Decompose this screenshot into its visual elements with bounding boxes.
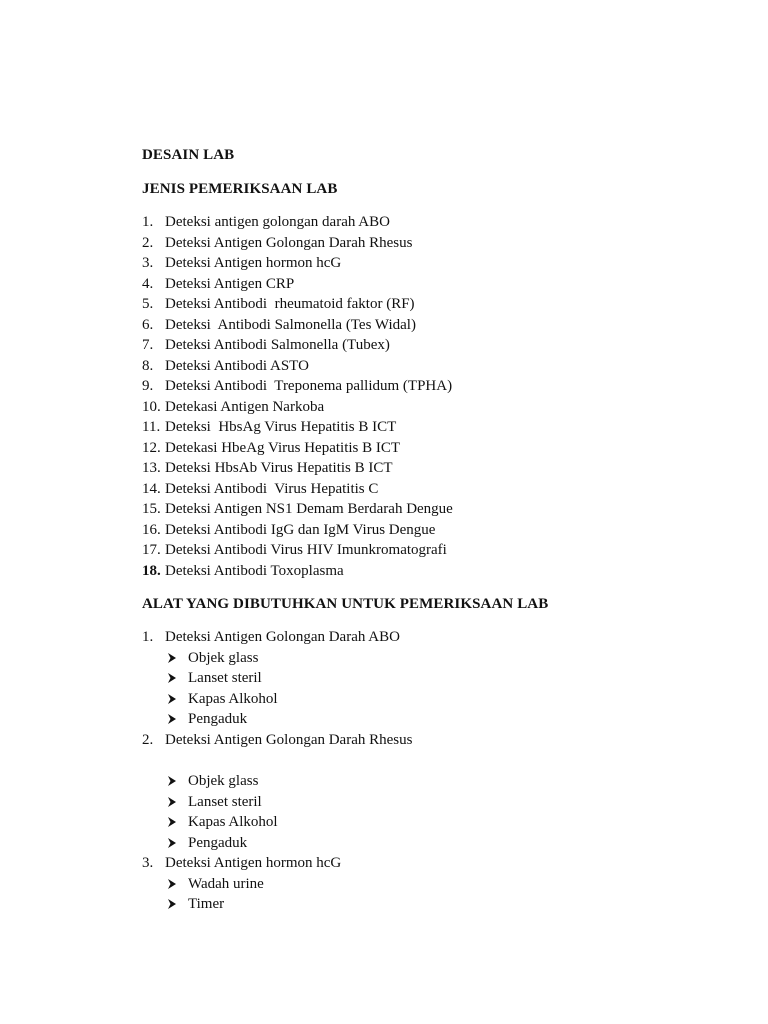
tool-text: Kapas Alkohol — [188, 690, 278, 707]
arrow-bullet-icon — [167, 648, 177, 669]
item-number: 2. — [142, 731, 154, 748]
section-heading-jenis-pemeriksaan: JENIS PEMERIKSAAN LAB — [142, 181, 338, 197]
item-text: Deteksi Antibodi IgG dan IgM Virus Dengue — [165, 521, 436, 538]
item-number: 17. — [142, 542, 161, 558]
item-text: Deteksi antigen golongan darah ABO — [165, 214, 390, 230]
item-text: Deteksi Antibodi Salmonella (Tubex) — [165, 337, 390, 353]
item-text: Deteksi Antibodi Salmonella (Tes Widal) — [165, 316, 416, 333]
item-text: Deteksi Antigen hormon hcG — [165, 855, 342, 871]
item-text: Deteksi HbsAg Virus Hepatitis B ICT — [165, 419, 397, 435]
item-number: 1. — [142, 214, 154, 230]
item-number: 4. — [142, 275, 154, 292]
item-number: 14. — [142, 480, 161, 497]
tool-text: Pengaduk — [188, 834, 248, 851]
item-number: 8. — [142, 357, 154, 374]
tool-text: Wadah urine — [188, 875, 264, 892]
item-text: Deteksi Antigen CRP — [165, 275, 295, 292]
arrow-bullet-icon — [167, 668, 177, 689]
item-number: 15. — [142, 501, 161, 517]
arrow-bullet-icon — [167, 792, 177, 813]
item-text: Deteksi Antigen NS1 Demam Berdarah Dengue — [165, 501, 453, 517]
item-text: Deteksi Antibodi ASTO — [165, 357, 309, 374]
item-number: 3. — [142, 855, 154, 871]
item-number: 1. — [142, 629, 154, 645]
item-number: 9. — [142, 378, 154, 394]
item-text: Deteksi Antigen Golongan Darah Rhesus — [165, 731, 413, 748]
arrow-bullet-icon — [167, 894, 177, 915]
item-text: Deteksi Antibodi Virus HIV Imunkromatografi — [165, 542, 447, 558]
item-number: 12. — [142, 439, 161, 456]
tool-text: Lanset steril — [188, 793, 262, 810]
item-text: Deteksi Antibodi Treponema pallidum (TPHA) — [165, 378, 453, 394]
item-number: 7. — [142, 337, 154, 353]
arrow-bullet-icon — [167, 771, 177, 792]
item-text: Deteksi HbsAb Virus Hepatitis B ICT — [165, 460, 393, 476]
item-text: Deteksi Antibodi Virus Hepatitis C — [165, 480, 379, 497]
item-text: Deteksi Antibodi Toxoplasma — [165, 562, 344, 579]
item-text: Detekasi HbeAg Virus Hepatitis B ICT — [165, 439, 401, 456]
item-text: Deteksi Antigen Golongan Darah Rhesus — [165, 234, 413, 251]
item-number: 18. — [142, 562, 161, 579]
item-number: 13. — [142, 460, 161, 476]
arrow-bullet-icon — [167, 709, 177, 730]
item-number: 16. — [142, 521, 161, 538]
arrow-bullet-icon — [167, 812, 177, 833]
tool-text: Kapas Alkohol — [188, 814, 278, 830]
arrow-bullet-icon — [167, 833, 177, 854]
item-number: 10. — [142, 398, 161, 415]
tool-text: Objek glass — [188, 773, 259, 789]
document-title: DESAIN LAB — [142, 147, 235, 163]
item-text: Detekasi Antigen Narkoba — [165, 398, 325, 415]
item-number: 2. — [142, 234, 154, 251]
section-heading-alat: ALAT YANG DIBUTUHKAN UNTUK PEMERIKSAAN LAB — [142, 596, 549, 612]
item-number: 3. — [142, 255, 154, 271]
tool-text: Lanset steril — [188, 670, 262, 686]
item-number: 5. — [142, 296, 154, 312]
item-text: Deteksi Antibodi rheumatoid faktor (RF) — [165, 296, 415, 312]
item-number: 6. — [142, 316, 154, 333]
arrow-bullet-icon — [167, 689, 177, 710]
tool-text: Timer — [188, 896, 225, 912]
item-number: 11. — [142, 419, 161, 435]
tool-text: Pengaduk — [188, 711, 248, 727]
item-text: Deteksi Antigen Golongan Darah ABO — [165, 629, 400, 645]
item-text: Deteksi Antigen hormon hcG — [165, 255, 342, 271]
arrow-bullet-icon — [167, 874, 177, 895]
tool-text: Objek glass — [188, 649, 259, 666]
